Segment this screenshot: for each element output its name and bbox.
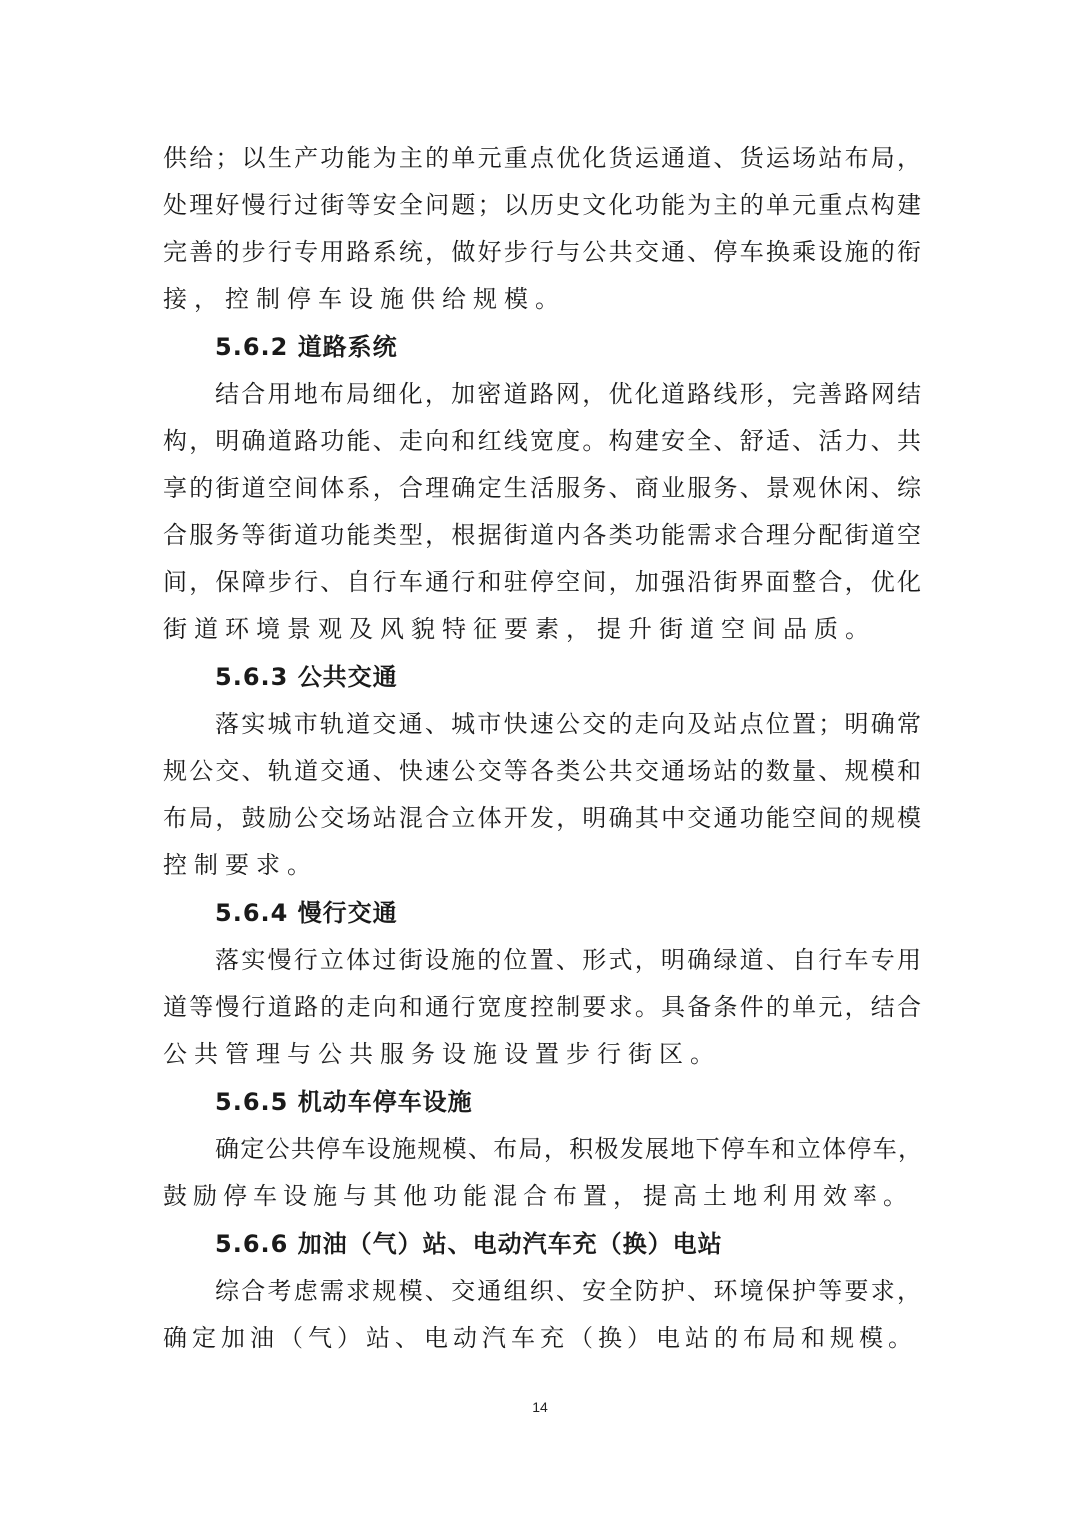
paragraph-line: 接，控制停车设施供给规模。 xyxy=(163,285,566,313)
paragraph-line: 布局，鼓励公交场站混合立体开发，明确其中交通功能空间的规模 xyxy=(163,804,923,832)
paragraph-line: 规公交、轨道交通、快速公交等各类公共交通场站的数量、规模和 xyxy=(163,757,923,785)
section-heading-5-6-2: 5.6.2 道路系统 xyxy=(215,333,398,361)
paragraph-line: 处理好慢行过街等安全问题；以历史文化功能为主的单元重点构建 xyxy=(163,191,923,219)
paragraph-line: 公共管理与公共服务设施设置步行街区。 xyxy=(163,1040,721,1068)
paragraph-line: 街道环境景观及风貌特征要素，提升街道空间品质。 xyxy=(163,615,876,643)
section-heading-5-6-6: 5.6.6 加油（气）站、电动汽车充（换）电站 xyxy=(215,1230,723,1258)
paragraph-line: 合服务等街道功能类型，根据街道内各类功能需求合理分配街道空 xyxy=(163,521,923,549)
paragraph-line: 构，明确道路功能、走向和红线宽度。构建安全、舒适、活力、共 xyxy=(163,427,923,455)
paragraph-line: 综合考虑需求规模、交通组织、安全防护、环境保护等要求， xyxy=(215,1277,923,1305)
paragraph-line: 道等慢行道路的走向和通行宽度控制要求。具备条件的单元，结合 xyxy=(163,993,923,1021)
paragraph-line: 控制要求。 xyxy=(163,851,318,879)
section-heading-5-6-5: 5.6.5 机动车停车设施 xyxy=(215,1088,473,1116)
paragraph-line: 鼓励停车设施与其他功能混合布置，提高土地利用效率。 xyxy=(163,1182,913,1210)
paragraph-line: 享的街道空间体系，合理确定生活服务、商业服务、景观休闲、综 xyxy=(163,474,923,502)
paragraph-line: 结合用地布局细化，加密道路网，优化道路线形，完善路网结 xyxy=(215,380,923,408)
section-heading-5-6-4: 5.6.4 慢行交通 xyxy=(215,899,398,927)
paragraph-line: 完善的步行专用路系统，做好步行与公共交通、停车换乘设施的衔 xyxy=(163,238,923,266)
section-heading-5-6-3: 5.6.3 公共交通 xyxy=(215,663,398,691)
paragraph-line: 确定加油（气）站、电动汽车充（换）电站的布局和规模。 xyxy=(163,1324,917,1352)
paragraph-line: 间，保障步行、自行车通行和驻停空间，加强沿街界面整合，优化 xyxy=(163,568,923,596)
paragraph-line: 确定公共停车设施规模、布局，积极发展地下停车和立体停车， xyxy=(215,1135,923,1163)
paragraph-line: 落实慢行立体过街设施的位置、形式，明确绿道、自行车专用 xyxy=(215,946,923,974)
page-number: 14 xyxy=(532,1399,548,1415)
paragraph-line: 落实城市轨道交通、城市快速公交的走向及站点位置；明确常 xyxy=(215,710,923,738)
paragraph-line: 供给；以生产功能为主的单元重点优化货运通道、货运场站布局， xyxy=(163,144,923,172)
